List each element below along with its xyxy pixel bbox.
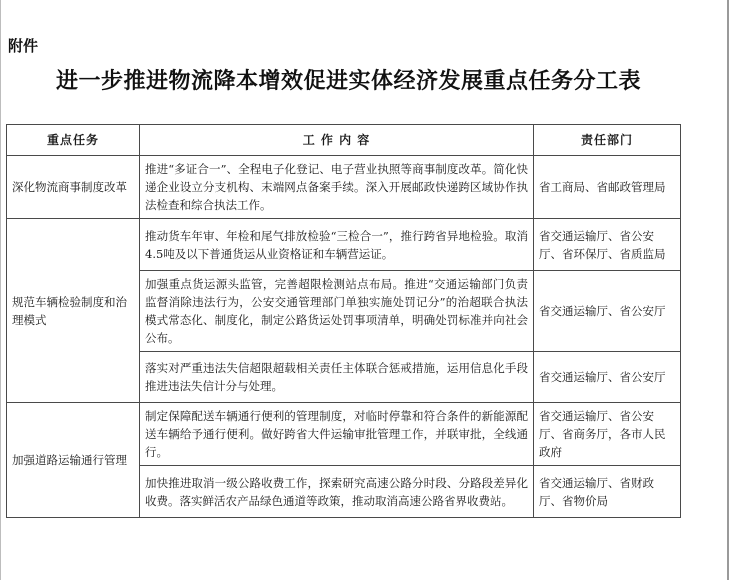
table-row: [7, 219, 681, 271]
task-cell: 规范车辆检验制度和治理模式: [7, 219, 140, 403]
task-table: [6, 124, 681, 518]
content-cell: 加强重点货运源头监管，完善超限检测站点布局。推进“交通运输部门负责监督消除违法行为，公安交通管理部门单独实施处罚记分”的治超联合执法模式常态化、制度化，制定公路货运处罚事项清单，明确处罚标准并向社会公布。: [140, 271, 534, 352]
dept-cell: 省交通运输厅、省公安厅、省商务厅，各市人民政府: [534, 403, 681, 466]
document-title: 进一步推进物流降本增效促进实体经济发展重点任务分工表: [56, 68, 642, 94]
table-row: [7, 156, 681, 219]
content-cell: 制定保障配送车辆通行便利的管理制度，对临时停靠和符合条件的新能源配送车辆给予通行便利。做好跨省大件运输审批管理工作，并联审批，全线通行。: [140, 403, 534, 466]
content-cell: 推进“多证合一”、全程电子化登记、电子营业执照等商事制度改革。简化快递企业设立分支机构、末端网点备案手续。深入开展邮政快递跨区域协作执法检查和综合执法工作。: [140, 156, 534, 219]
dept-cell: 省工商局、省邮政管理局: [534, 156, 681, 219]
page-left-edge: [0, 0, 1, 580]
header-task: 重点任务: [7, 125, 140, 156]
dept-cell: 省交通运输厅、省公安厅: [534, 271, 681, 352]
dept-cell: 省交通运输厅、省公安厅、省环保厅、省质监局: [534, 219, 681, 271]
content-cell: 落实对严重违法失信超限超载相关责任主体联合惩戒措施，运用信息化手段推进违法失信计分与处理。: [140, 352, 534, 403]
content-cell: 加快推进取消一级公路收费工作，探索研究高速公路分时段、分路段差异化收费。落实鲜活农产品绿色通道等政策，推动取消高速公路省界收费站。: [140, 466, 534, 518]
content-cell: 推动货车年审、年检和尾气排放检验“三检合一”，推行跨省异地检验。取消4.5吨及以下普通货运从业资格证和车辆营运证。: [140, 219, 534, 271]
task-cell: 加强道路运输通行管理: [7, 403, 140, 518]
dept-cell: 省交通运输厅、省财政厅、省物价局: [534, 466, 681, 518]
header-content: 工 作 内 容: [140, 125, 534, 156]
table-header-row: [7, 125, 681, 156]
table-row: [7, 403, 681, 466]
task-cell: 深化物流商事制度改革: [7, 156, 140, 219]
dept-cell: 省交通运输厅、省公安厅: [534, 352, 681, 403]
attachment-label: 附件: [8, 37, 39, 55]
header-dept: 责任部门: [534, 125, 681, 156]
